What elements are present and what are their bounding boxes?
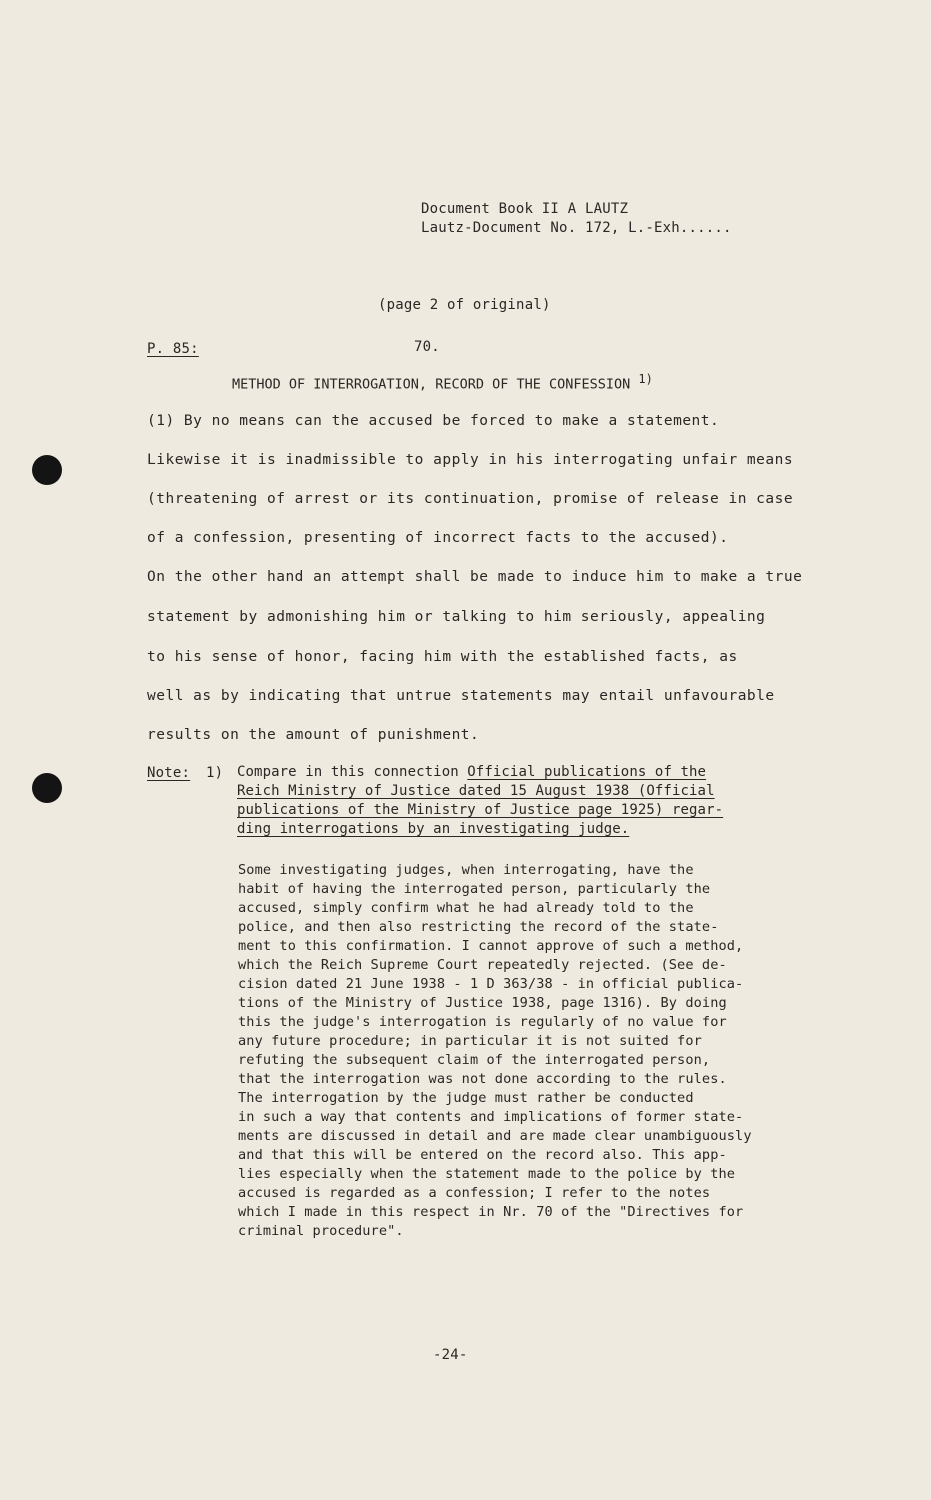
body-line: (threatening of arrest or its continuation, promise of release in case bbox=[147, 491, 794, 507]
note-underlined-line: Reich Ministry of Justice dated 15 August 1938 (Official bbox=[237, 783, 715, 799]
header-line-2: Lautz-Document No. 172, L.-Exh...... bbox=[421, 220, 732, 236]
note-number: 1) bbox=[206, 765, 224, 781]
page-marker: P. 85: bbox=[147, 341, 199, 357]
body-line: (1) By no means can the accused be forced to make a statement. bbox=[147, 413, 720, 429]
note-paragraph-line: cision dated 21 June 1938 - 1 D 363/38 - in official publica- bbox=[238, 976, 744, 992]
punch-hole bbox=[32, 773, 62, 803]
page-number: -24- bbox=[433, 1347, 468, 1363]
section-number: 70. bbox=[414, 339, 440, 355]
body-line: to his sense of honor, facing him with the established facts, as bbox=[147, 649, 738, 665]
note-first-underlined: Official publications of the bbox=[467, 764, 707, 780]
note-paragraph-line: accused is regarded as a confession; I refer to the notes bbox=[238, 1185, 711, 1201]
note-paragraph-line: tions of the Ministry of Justice 1938, page 1316). By doing bbox=[238, 995, 727, 1011]
note-label: Note: bbox=[147, 765, 191, 781]
note-paragraph-line: ment to this confirmation. I cannot approve of such a method, bbox=[238, 938, 744, 954]
note-paragraph-line: ments are discussed in detail and are made clear unambiguously bbox=[238, 1128, 752, 1144]
body-line: well as by indicating that untrue statements may entail unfavourable bbox=[147, 688, 775, 704]
body-line: On the other hand an attempt shall be made to induce him to make a true bbox=[147, 569, 803, 585]
body-line: of a confession, presenting of incorrect facts to the accused). bbox=[147, 530, 729, 546]
note-paragraph-line: lies especially when the statement made to the police by the bbox=[238, 1166, 736, 1182]
note-paragraph-line: this the judge's interrogation is regularly of no value for bbox=[238, 1014, 727, 1030]
punch-hole bbox=[32, 455, 62, 485]
note-underlined-line: ding interrogations by an investigating judge. bbox=[237, 821, 630, 837]
note-paragraph-line: The interrogation by the judge must rather be conducted bbox=[238, 1090, 694, 1106]
body-line: results on the amount of punishment. bbox=[147, 727, 480, 743]
note-paragraph-line: police, and then also restricting the record of the state- bbox=[238, 919, 719, 935]
note-paragraph-line: which I made in this respect in Nr. 70 of the "Directives for bbox=[238, 1204, 744, 1220]
note-first-plain: Compare in this connection bbox=[237, 764, 468, 780]
note-paragraph-line: Some investigating judges, when interrogating, have the bbox=[238, 862, 694, 878]
note-paragraph-line: that the interrogation was not done according to the rules. bbox=[238, 1071, 727, 1087]
note-paragraph-line: which the Reich Supreme Court repeatedly rejected. (See de- bbox=[238, 957, 727, 973]
note-first-line bbox=[237, 764, 706, 780]
note-underlined-line: publications of the Ministry of Justice page 1925) regar- bbox=[237, 802, 724, 818]
note-paragraph-line: criminal procedure". bbox=[238, 1223, 404, 1239]
note-paragraph-line: accused, simply confirm what he had already told to the bbox=[238, 900, 694, 916]
header-line-1: Document Book II A LAUTZ bbox=[421, 201, 629, 217]
body-line: statement by admonishing him or talking to him seriously, appealing bbox=[147, 609, 766, 625]
note-paragraph-line: habit of having the interrogated person, particularly the bbox=[238, 881, 711, 897]
title-text: METHOD OF INTERROGATION, RECORD OF THE CONFESSION bbox=[232, 376, 631, 393]
section-title bbox=[232, 372, 653, 393]
note-paragraph-line: and that this will be entered on the record also. This app- bbox=[238, 1147, 727, 1163]
note-paragraph-line: any future procedure; in particular it is not suited for bbox=[238, 1033, 702, 1049]
note-paragraph-line: in such a way that contents and implications of former state- bbox=[238, 1109, 744, 1125]
note-paragraph-line: refuting the subsequent claim of the interrogated person, bbox=[238, 1052, 711, 1068]
title-footnote: 1) bbox=[638, 372, 653, 386]
body-line: Likewise it is inadmissible to apply in his interrogating unfair means bbox=[147, 452, 794, 468]
page-reference: (page 2 of original) bbox=[378, 297, 551, 313]
